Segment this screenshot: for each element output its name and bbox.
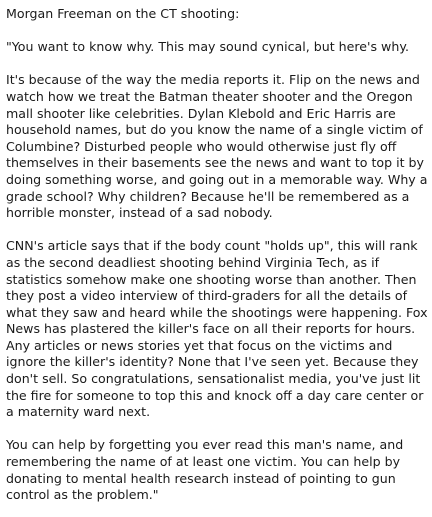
post-heading: Morgan Freeman on the CT shooting: — [6, 6, 240, 21]
post-paragraph-media: It's because of the way the media reports it. Flip on the news and watch how we treat the Batman theater shooter and the Oregon mall shooter like celebrities. Dylan Klebold and Eric Harris are household names, but do you know the name of a single victim of Columbine? Disturbed people who would otherwise just fly off themselves in their basements see the news and want to top it by doing something worse, and going out in a memorable way. Why a grade school? Why children? Because he'll be remembered as a horrible monster, instead of a sad nobody. — [6, 72, 428, 221]
post-paragraph-help: You can help by forgetting you ever read this man's name, and remembering the name of at least one victim. You can help by donating to mental health research instead of pointing to gun control as the problem." — [6, 437, 404, 503]
post-paragraph-quote-open: "You want to know why. This may sound cynical, but here's why. — [6, 39, 409, 55]
post-paragraph-cnn: CNN's article says that if the body count "holds up", this will rank as the second deadliest shooting behind Virginia Tech, as if statistics somehow make one shooting worse than another. Then they post a video interview of third-graders for all the details of what they saw and heard while the shootings were happening. Fox News has plastered the killer's face on all their reports for hours. Any articles or news stories yet that focus on the victims and ignore the killer's identity? None that I've seen yet. Because they don't sell. So congratulations, sensationalist media, you've just lit the fire for someone to top this and knock off a day care center or a maternity ward next. — [6, 238, 428, 420]
